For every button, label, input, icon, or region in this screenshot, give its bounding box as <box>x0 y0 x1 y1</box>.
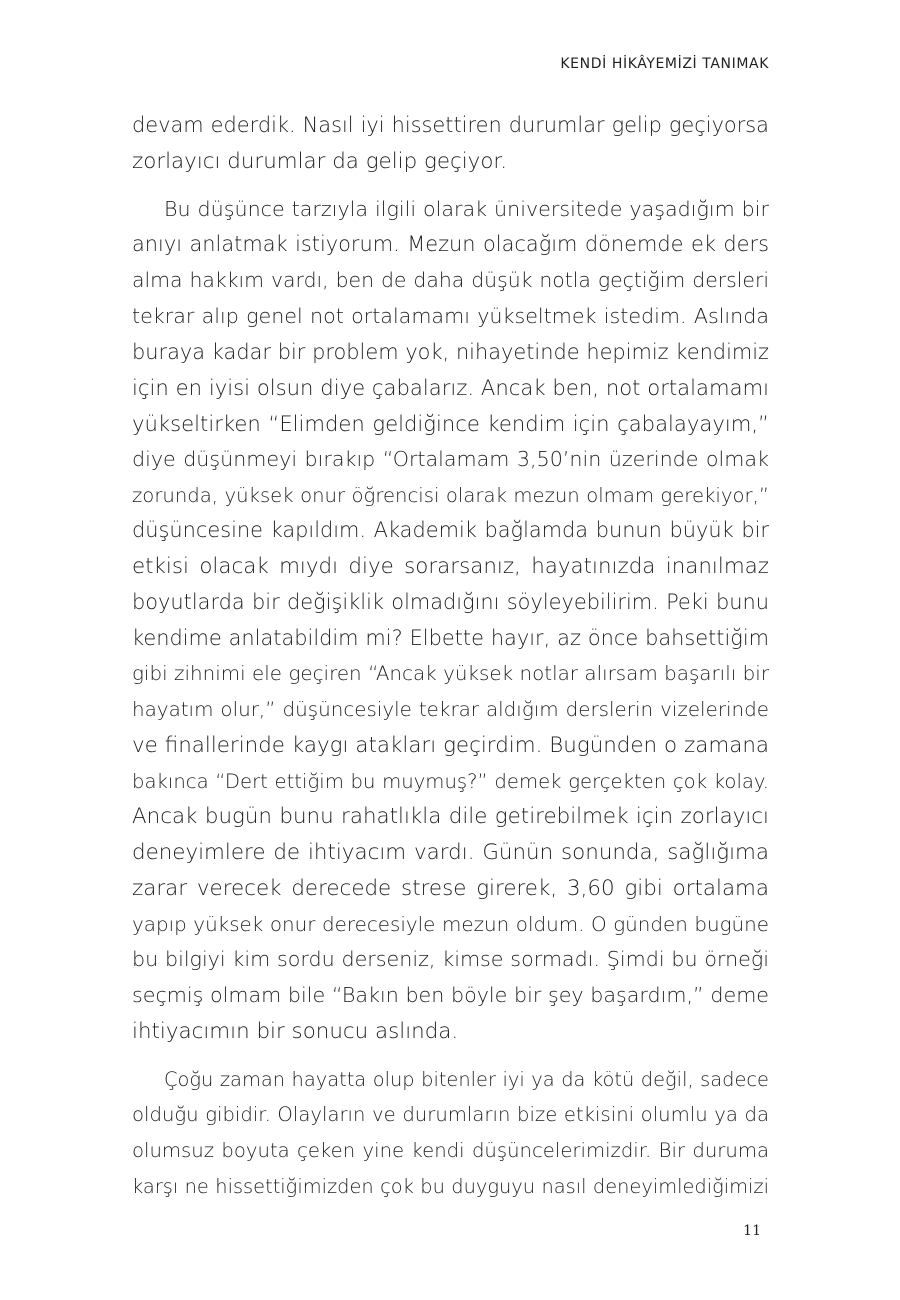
text-line: yapıp yüksek onur derecesiyle mezun oldum. O günden bugüne <box>132 912 769 936</box>
text-line: bakınca “Dert ettiğim bu muymuş?” demek gerçekten çok kolay. <box>132 769 769 793</box>
text-line: diye düşünmeyi bırakıp “Ortalamam 3,50’nin üzerinde olmak <box>132 446 769 471</box>
text-line: devam ederdik. Nasıl iyi hissettiren durumlar gelip geçiyorsa <box>132 113 769 137</box>
paragraph-1 <box>132 108 769 180</box>
text-line: bu bilgiyi kim sordu derseniz, kimse sormadı. Şimdi bu örneği <box>132 947 769 972</box>
text-line: kendime anlatabildim mi? Elbette hayır, az önce bahsettiğim <box>132 625 769 650</box>
text-line: anıyı anlatmak istiyorum. Mezun olacağım dönemde ek ders <box>132 232 769 257</box>
page-number: 11 <box>743 1223 761 1239</box>
running-header: KENDİ HİKÂYEMİZİ TANIMAK <box>560 56 769 72</box>
text-line: boyutlarda bir değişiklik olmadığını söyleyebilirim. Peki bunu <box>132 589 769 614</box>
text-line: Bu düşünce tarzıyla ilgili olarak üniversitede yaşadığım bir <box>164 196 769 221</box>
text-line: gibi zihnimi ele geçiren “Ancak yüksek notlar alırsam başarılı bir <box>132 662 769 686</box>
text-line: zarar verecek derecede strese girerek, 3,60 gibi ortalama <box>132 875 769 901</box>
text-line: yükseltirken “Elimden geldiğince kendim için çabalayayım,” <box>132 411 769 436</box>
text-line: tekrar alıp genel not ortalamamı yükseltmek istedim. Aslında <box>132 303 769 328</box>
paragraph-3 <box>132 1062 769 1205</box>
text-line: seçmiş olmam bile “Bakın ben böyle bir şey başardım,” deme <box>132 983 769 1007</box>
text-line: zorunda, yüksek onur öğrencisi olarak mezun olmam gerekiyor,” <box>132 483 769 507</box>
text-line: düşüncesine kapıldım. Akademik bağlamda bunun büyük bir <box>132 518 769 543</box>
text-line: buraya kadar bir problem yok, nihayetinde hepimiz kendimiz <box>132 339 769 364</box>
text-line: hayatım olur,” düşüncesiyle tekrar aldığım derslerin vizelerinde <box>132 698 769 721</box>
text-line: ve finallerinde kaygı atakları geçirdim. Bugünden o zamana <box>132 732 769 758</box>
text-line: için en iyisi olsun diye çabalarız. Ancak ben, not ortalamamı <box>132 375 769 401</box>
text-line: olumsuz boyuta çeken yine kendi düşüncelerimizdir. Bir duruma <box>132 1139 769 1162</box>
body-text <box>132 108 769 1217</box>
paragraph-2 <box>132 192 769 1050</box>
text-line: deneyimlere de ihtiyacım vardı. Günün sonunda, sağlığıma <box>132 840 769 865</box>
text-line: etkisi olacak mıydı diye sorarsanız, hayatınızda inanılmaz <box>132 554 769 579</box>
text-line: Çoğu zaman hayatta olup bitenler iyi ya da kötü değil, sadece <box>164 1067 769 1091</box>
text-line: alma hakkım vardı, ben de daha düşük notla geçtiğim dersleri <box>132 268 769 292</box>
text-line: ihtiyacımın bir sonucu aslında. <box>132 1018 459 1044</box>
text-line: zorlayıcı durumlar da gelip geçiyor. <box>132 148 508 174</box>
text-line: Ancak bugün bunu rahatlıkla dile getirebilmek için zorlayıcı <box>132 804 769 830</box>
text-line: karşı ne hissettiğimizden çok bu duyguyu nasıl deneyimlediğimizi <box>132 1174 769 1198</box>
text-line: olduğu gibidir. Olayların ve durumların bize etkisini olumlu ya da <box>132 1103 769 1127</box>
